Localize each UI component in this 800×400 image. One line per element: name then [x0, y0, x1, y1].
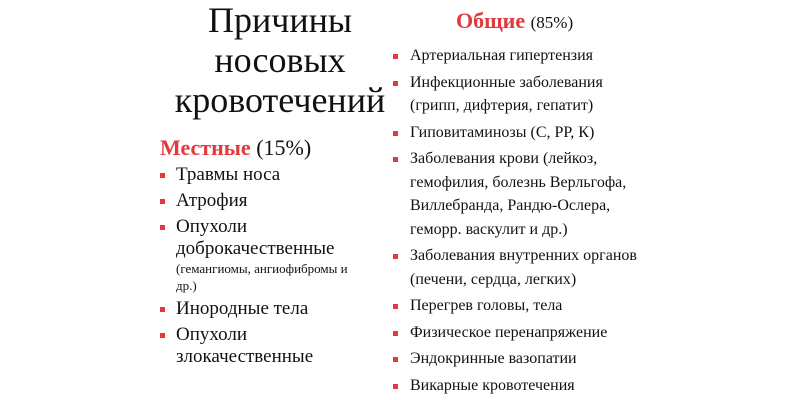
bullet-icon: [393, 304, 398, 309]
list-item: [393, 294, 637, 318]
bullet-icon: [393, 331, 398, 336]
list-item-text: Гиповитаминозы (С, РР, К): [410, 123, 595, 141]
general-causes-list: [393, 44, 637, 397]
bullet-icon: [393, 384, 398, 389]
list-item-text: Атрофия: [176, 190, 248, 211]
list-item: [160, 216, 348, 294]
list-item-note: др.): [176, 278, 197, 293]
list-item-text: Опухоли: [176, 216, 248, 237]
bullet-icon: [393, 81, 398, 86]
bullet-icon: [160, 199, 165, 204]
list-item: [393, 374, 637, 398]
bullet-icon: [393, 54, 398, 59]
list-item-text: Артериальная гипертензия: [410, 47, 594, 64]
local-causes-heading: [160, 135, 311, 161]
title-line: кровотечений: [174, 80, 386, 120]
list-item-text: (печени, сердца, легких): [410, 270, 577, 288]
list-item-text: Заболевания крови (лейкоз,: [410, 150, 598, 167]
general-causes-label: Общие: [456, 8, 526, 33]
list-item-text: Перегрев головы, тела: [410, 297, 563, 314]
list-item-text: Опухоли: [176, 324, 248, 345]
list-item-text: Виллебранда, Рандю-Ослера,: [410, 197, 611, 214]
list-item: [393, 44, 637, 68]
list-item-text: доброкачественные: [176, 238, 335, 259]
list-item: [393, 71, 637, 118]
bullet-icon: [393, 157, 398, 162]
general-causes-heading: [456, 8, 573, 34]
bullet-icon: [393, 357, 398, 362]
bullet-icon: [160, 225, 165, 230]
bullet-icon: [393, 131, 398, 136]
list-item-text: Физическое перенапряжение: [410, 323, 608, 341]
list-item-text: Викарные кровотечения: [410, 376, 575, 394]
list-item: [160, 324, 348, 368]
bullet-icon: [160, 307, 165, 312]
list-item-text: злокачественные: [176, 346, 314, 367]
list-item: [393, 147, 637, 241]
local-causes-label: Местные: [160, 135, 251, 160]
list-item: [160, 298, 348, 320]
list-item: [393, 121, 637, 145]
list-item-text: геморр. васкулит и др.): [410, 220, 568, 238]
title-line: Причины: [207, 0, 353, 40]
list-item-text: гемофилия, болезнь Верльгофа,: [410, 173, 627, 191]
list-item-text: Травмы носа: [176, 164, 281, 185]
bullet-icon: [393, 254, 398, 259]
list-item-note: (гемангиомы, ангиофибромы и: [176, 261, 348, 276]
list-item-text: Эндокринные вазопатии: [410, 350, 577, 367]
general-causes-percent: (85%): [530, 13, 574, 32]
list-item: [393, 347, 637, 371]
bullet-icon: [160, 173, 165, 178]
list-item-text: (грипп, дифтерия, гепатит): [410, 97, 594, 114]
local-causes-list: [160, 164, 348, 368]
list-item-text: Инфекционные заболевания: [410, 73, 603, 91]
list-item: [160, 190, 348, 212]
bullet-icon: [160, 333, 165, 338]
slide-title: [160, 0, 400, 120]
list-item-text: Заболевания внутренних органов: [410, 247, 637, 264]
title-line: носовых: [214, 40, 346, 80]
list-item: [393, 321, 637, 345]
list-item: [393, 244, 637, 291]
list-item: [160, 164, 348, 186]
local-causes-percent: (15%): [256, 135, 312, 160]
list-item-text: Инородные тела: [176, 298, 309, 319]
